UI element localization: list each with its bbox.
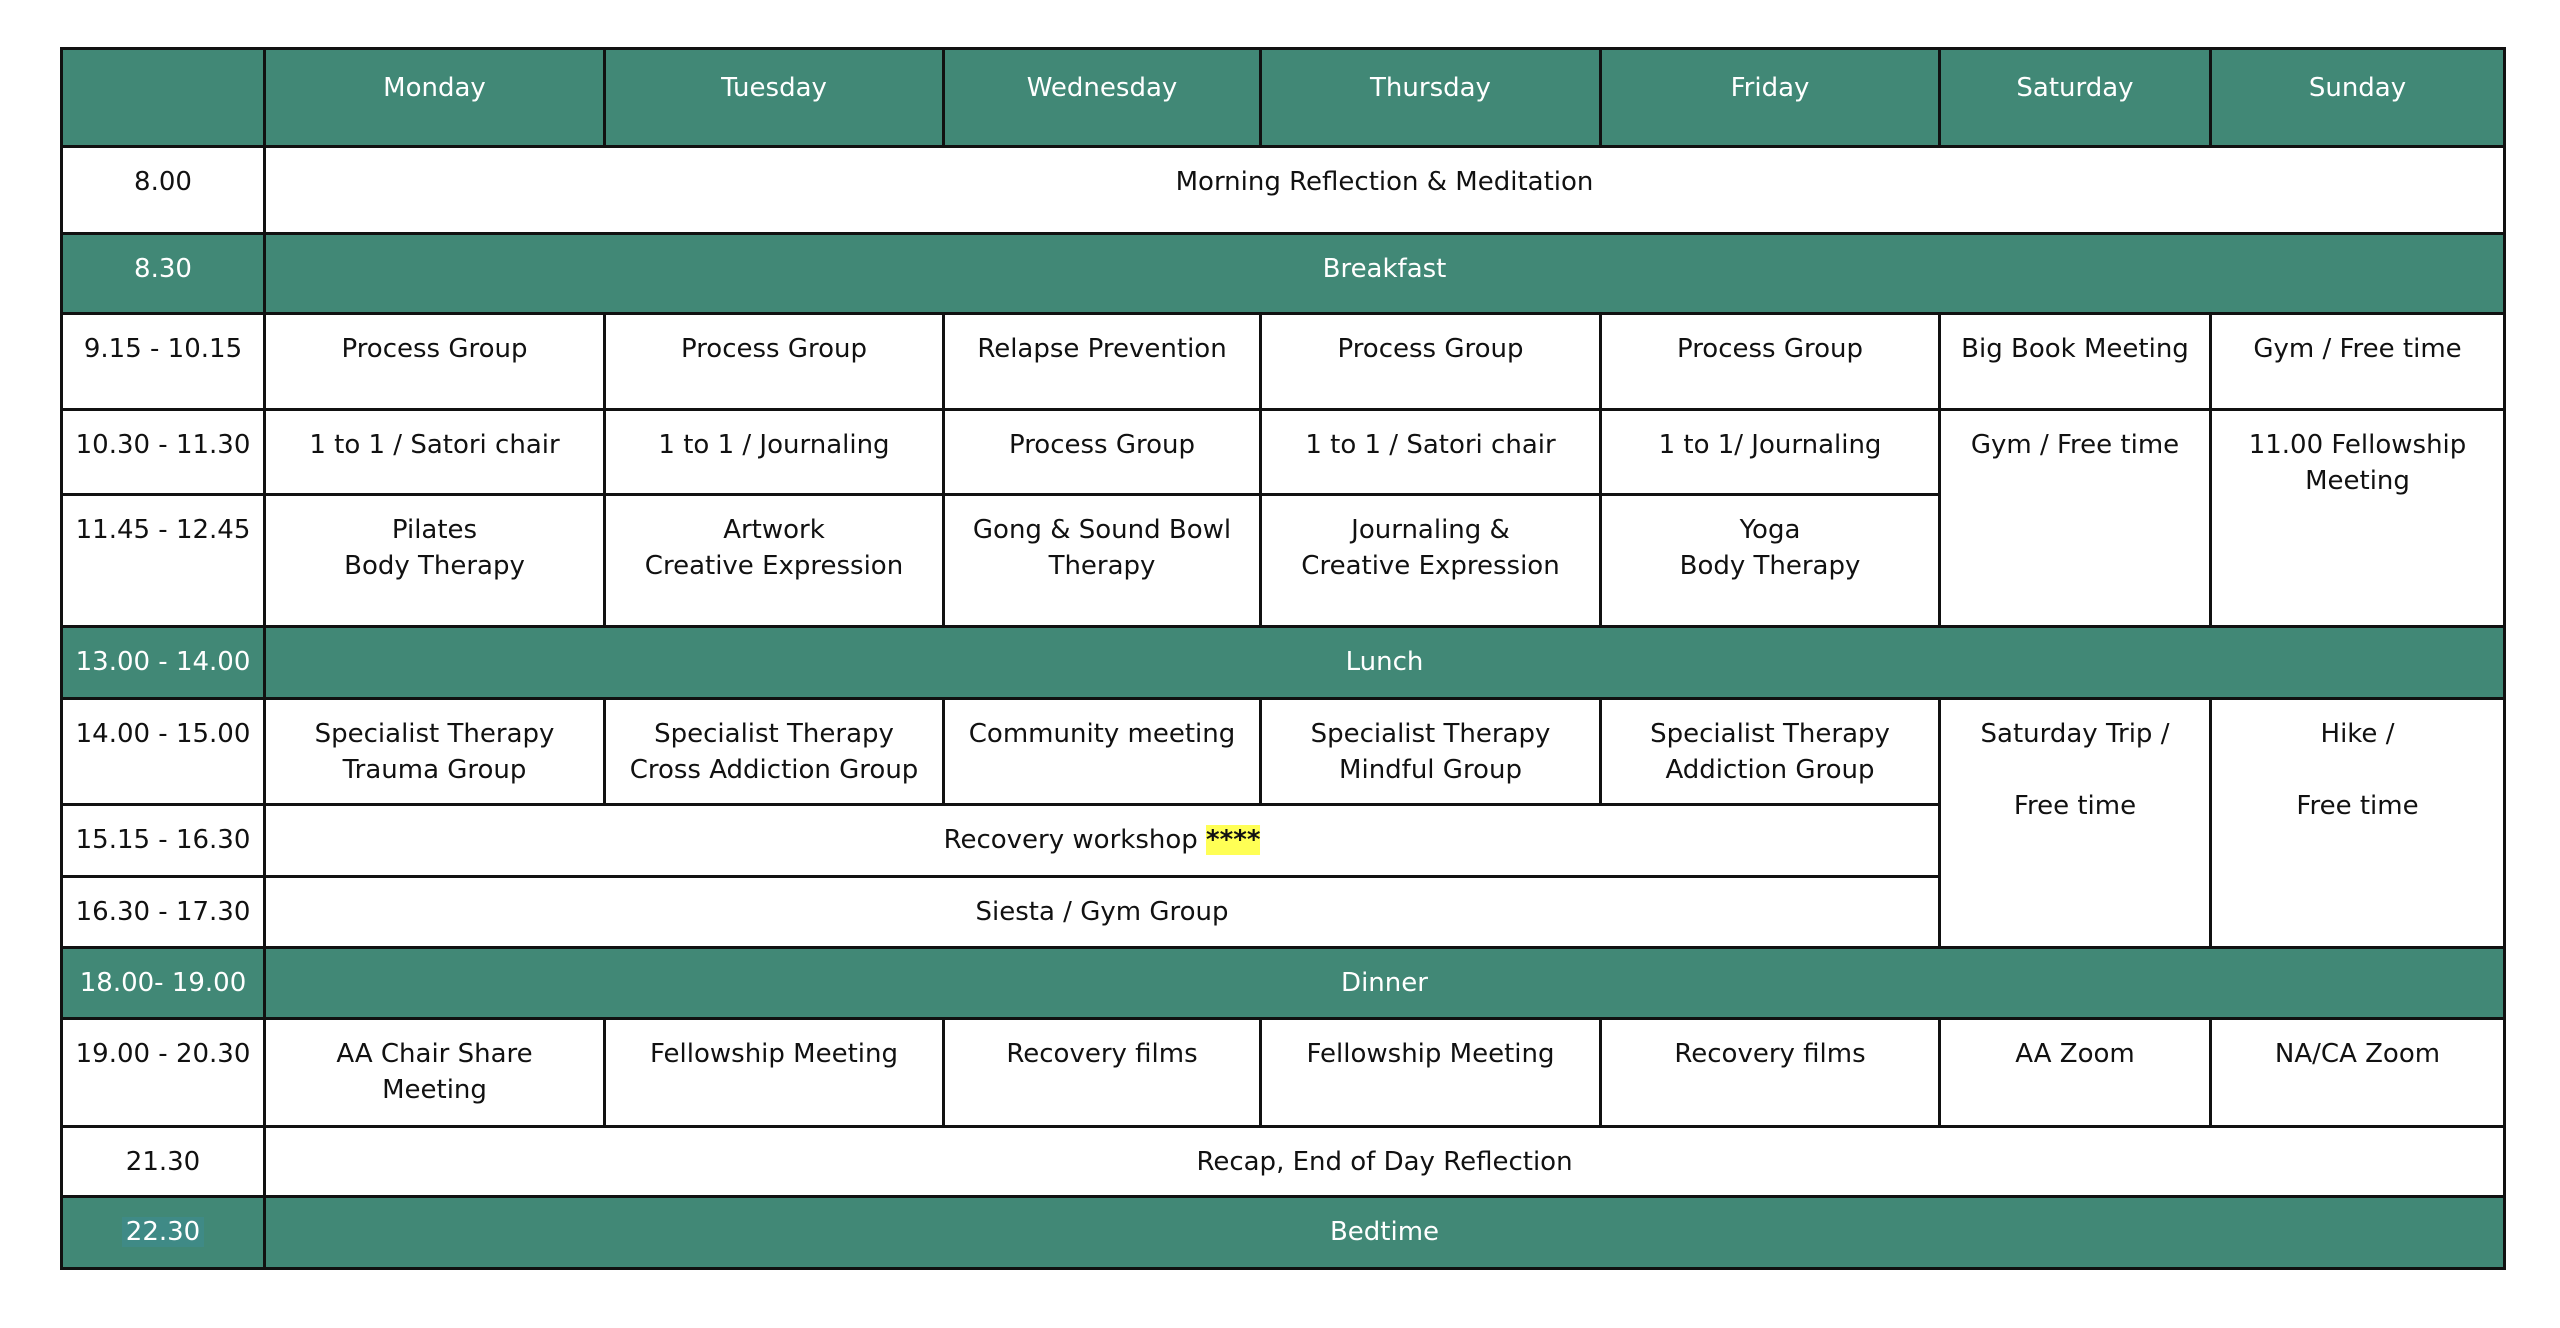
table-row [62,1197,2505,1269]
activity-cell: 1 to 1 / Satori chair [1261,410,1601,495]
activity-cell: Relapse Prevention [944,314,1261,410]
activity-cell: Specialist Therapy Addiction Group [1601,699,1940,805]
table-row [62,234,2505,314]
day-header: Friday [1601,49,1940,147]
activity-cell: Lunch [265,627,2505,699]
activity-cell: Recovery films [944,1019,1261,1127]
activity-cell: Dinner [265,948,2505,1019]
activity-cell: NA/CA Zoom [2211,1019,2505,1127]
activity-cell: Fellowship Meeting [1261,1019,1601,1127]
activity-cell: 11.00 Fellowship Meeting [2211,410,2505,627]
activity-cell: Process Group [605,314,944,410]
corner-cell [62,49,265,147]
table-row [62,410,2505,495]
activity-cell: Specialist Therapy Cross Addiction Group [605,699,944,805]
activity-cell: Process Group [265,314,605,410]
activity-cell: Artwork Creative Expression [605,495,944,627]
day-header: Wednesday [944,49,1261,147]
activity-cell: Recovery films [1601,1019,1940,1127]
time-cell: 19.00 - 20.30 [62,1019,265,1127]
day-header: Saturday [1940,49,2211,147]
time-label: 22.30 [122,1217,204,1247]
time-cell: 13.00 - 14.00 [62,627,265,699]
header-row [62,49,2505,147]
activity-cell [265,805,1940,877]
table-row [62,314,2505,410]
activity-cell: Breakfast [265,234,2505,314]
activity-cell: Gong & Sound Bowl Therapy [944,495,1261,627]
highlight-marker: **** [1206,825,1261,855]
activity-cell: Pilates Body Therapy [265,495,605,627]
activity-cell: Community meeting [944,699,1261,805]
day-header: Tuesday [605,49,944,147]
day-header: Thursday [1261,49,1601,147]
table-row [62,1019,2505,1127]
time-cell: 14.00 - 15.00 [62,699,265,805]
activity-cell: Journaling & Creative Expression [1261,495,1601,627]
time-cell: 10.30 - 11.30 [62,410,265,495]
time-cell: 18.00- 19.00 [62,948,265,1019]
activity-cell: 1 to 1/ Journaling [1601,410,1940,495]
activity-cell: Specialist Therapy Trauma Group [265,699,605,805]
activity-cell: AA Zoom [1940,1019,2211,1127]
activity-cell: Yoga Body Therapy [1601,495,1940,627]
table-row [62,948,2505,1019]
day-header: Monday [265,49,605,147]
activity-cell: Hike / Free time [2211,699,2505,948]
activity-cell: Fellowship Meeting [605,1019,944,1127]
activity-cell: Siesta / Gym Group [265,877,1940,948]
activity-cell: Bedtime [265,1197,2505,1269]
activity-cell: Gym / Free time [1940,410,2211,627]
time-cell [62,1197,265,1269]
day-header: Sunday [2211,49,2505,147]
time-cell: 16.30 - 17.30 [62,877,265,948]
activity-cell: 1 to 1 / Journaling [605,410,944,495]
time-cell: 8.00 [62,147,265,234]
table-row [62,1127,2505,1197]
activity-cell: Saturday Trip / Free time [1940,699,2211,948]
activity-cell: Specialist Therapy Mindful Group [1261,699,1601,805]
weekly-schedule-table [60,47,2506,1270]
activity-cell: Process Group [944,410,1261,495]
activity-cell: Morning Reflection & Meditation [265,147,2505,234]
table-row [62,147,2505,234]
activity-cell: AA Chair Share Meeting [265,1019,605,1127]
activity-cell: 1 to 1 / Satori chair [265,410,605,495]
time-cell: 8.30 [62,234,265,314]
time-cell: 15.15 - 16.30 [62,805,265,877]
activity-cell: Recap, End of Day Reflection [265,1127,2505,1197]
activity-cell: Gym / Free time [2211,314,2505,410]
time-cell: 21.30 [62,1127,265,1197]
activity-cell: Process Group [1261,314,1601,410]
table-row [62,699,2505,805]
time-cell: 11.45 - 12.45 [62,495,265,627]
activity-cell: Big Book Meeting [1940,314,2211,410]
table-row [62,627,2505,699]
time-cell: 9.15 - 10.15 [62,314,265,410]
activity-label: Recovery workshop [943,825,1198,855]
activity-cell: Process Group [1601,314,1940,410]
